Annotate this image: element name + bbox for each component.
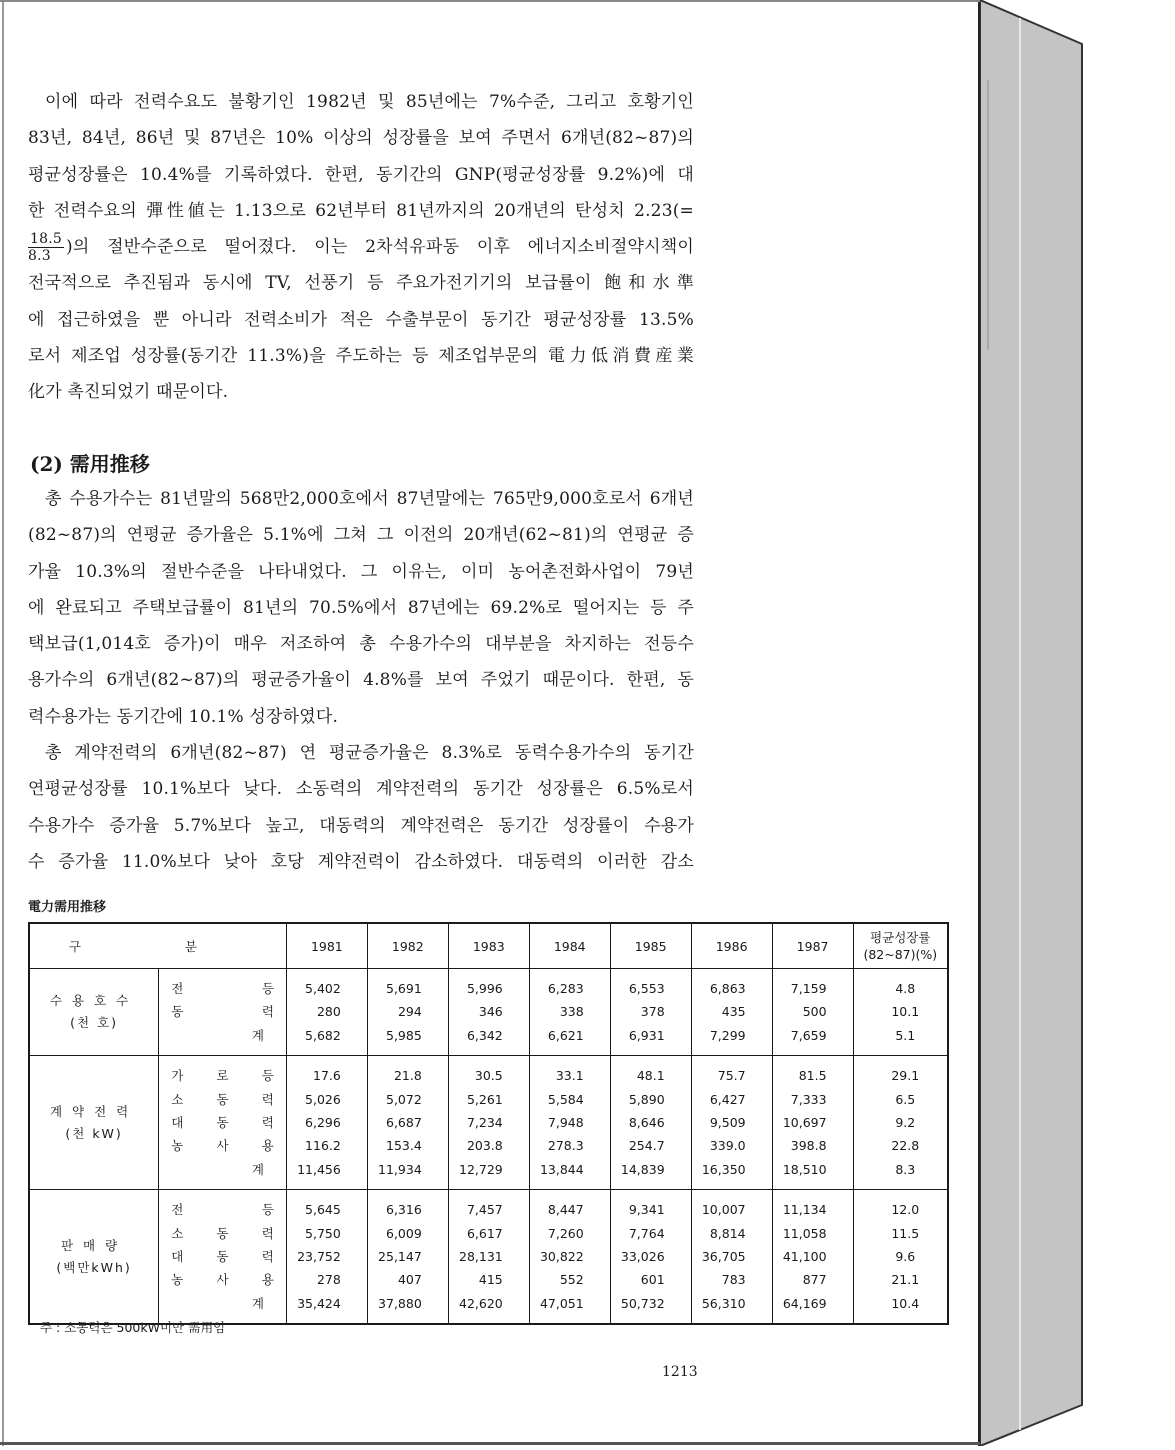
text-line: 총 계약전력의 6개년(82~87) 연 평균증가율은 8.3%로 동력수용가수의 동기간 [45,743,694,763]
table-cell-value: 5,072 [386,1091,422,1107]
paragraph-customers [28,481,694,735]
table-cell-value: 33.1 [555,1068,584,1084]
header-year: 1983 [448,923,529,969]
table-cell-value: 7,764 [628,1225,665,1241]
year-values-cell [286,1056,367,1190]
subcategory-label: 소 동 력 [171,1091,274,1107]
table-cell-value: 5,026 [305,1091,341,1107]
text-line: 化가 촉진되었기 때문이다. [28,382,229,403]
table-cell-value: 254.7 [628,1138,665,1154]
text-line: 이에 따라 전력수요도 불황기인 1982년 및 85년에는 7%수준, 그리고 호황기인 [45,92,694,112]
table-cell-value: 6,931 [628,1027,665,1043]
table-cell-value: 10,697 [782,1114,827,1130]
table-cell-value: 30,822 [539,1248,584,1264]
table-cell-value: 8,646 [628,1114,665,1130]
subcategory-label: 농 사 용 [171,1272,274,1288]
row-category [29,1190,159,1324]
table-cell-value: 601 [640,1272,665,1288]
table-cell-value: 28,131 [459,1248,503,1264]
table-cell-value: 5,996 [466,981,503,996]
page-number: 1213 [662,1364,698,1380]
year-values-cell [610,1056,691,1190]
table-cell-value: 64,169 [782,1295,827,1311]
table-caption: 電力需用推移 [28,900,107,915]
avg-growth-value: 9.6 [895,1248,916,1264]
row-subcategories [159,1190,287,1324]
table-cell-value: 30.5 [474,1068,503,1084]
table-cell-value: 339.0 [709,1138,746,1154]
year-values-cell [367,1056,448,1190]
table-cell-value: 5,402 [305,981,341,996]
table-header-row [29,923,948,969]
text-line: (82~87)의 연평균 증가율은 5.1%에 그쳐 그 이전의 20개년(62~81)의 연평균 증 [28,525,694,546]
year-values-cell [691,1190,772,1324]
table-cell-value: 500 [802,1004,827,1020]
table-cell-value: 17.6 [313,1068,341,1084]
table-cell-value: 5,985 [386,1027,422,1043]
table-row [29,969,948,1056]
avg-growth-value: 9.2 [895,1114,916,1130]
demand-table [28,922,949,1325]
table-cell-value: 10,007 [701,1202,746,1218]
subcategory-label: 대 동 력 [171,1248,274,1264]
year-values-cell [448,969,529,1056]
table-cell-value: 6,316 [386,1202,422,1218]
table-cell-value: 153.4 [386,1138,422,1154]
year-values-cell [367,1190,448,1324]
table-cell-value: 5,261 [466,1091,503,1107]
table-cell-value: 48.1 [636,1068,665,1084]
table-cell-value: 346 [478,1004,503,1020]
table-cell-value: 7,659 [790,1027,827,1043]
category-unit: (백만kWh) [56,1259,132,1275]
category-name: 판매량 [60,1237,128,1253]
table-cell-value: 6,621 [547,1027,584,1043]
year-values-cell [529,1056,610,1190]
subcategory-label: 계 [251,1027,264,1043]
year-values-cell [286,1190,367,1324]
table-cell-value: 37,880 [378,1295,422,1311]
table-cell-value: 116.2 [305,1138,341,1154]
header-year: 1985 [610,923,691,969]
text-line: 83년, 84년, 86년 및 87년은 10% 이상의 성장률을 보여 주면서 6개년(82~87)의 [28,128,694,149]
table-cell-value: 5,682 [305,1027,341,1043]
text-line: 택보급(1,014호 증가)이 매우 저조하여 총 수용가수의 대부분을 차지하는 전등수 [28,634,694,655]
header-avg-growth [853,923,948,969]
table-cell-value: 75.7 [717,1068,746,1084]
year-values-cell [691,1056,772,1190]
fraction-denominator: 8.3 [28,248,51,265]
table-cell-value: 6,009 [386,1225,422,1241]
page-left-edge [2,0,4,1446]
table-cell-value: 278.3 [547,1138,584,1154]
fraction [28,231,64,264]
header-year: 1982 [367,923,448,969]
table-cell-value: 42,620 [459,1295,503,1311]
avg-growth-value: 29.1 [891,1068,920,1084]
text-line: 평균성장률은 10.4%를 기록하였다. 한편, 동기간의 GNP(평균성장률 9.2%)에 대 [28,164,694,185]
table-cell-value: 35,424 [297,1295,341,1311]
fraction-line-text: )의 절반수준으로 떨어졌다. 이는 2차석유파동 이후 에너지소비절약시책이 [65,237,694,258]
avg-growth-value: 8.3 [895,1161,916,1177]
table-body [29,969,948,1325]
table-cell-value: 398.8 [790,1138,827,1154]
avg-growth-value: 12.0 [891,1202,920,1218]
row-subcategories [159,1056,287,1190]
year-values-cell [772,1056,853,1190]
text-line: 연평균성장률 10.1%보다 낮다. 소동력의 계약전력의 동기간 성장률은 6.5%로서 [28,779,694,800]
avg-header-line2: (82~87)(%) [863,947,938,962]
table-cell-value: 407 [397,1272,422,1288]
table-cell-value: 378 [640,1004,665,1020]
table-cell-value: 36,705 [701,1248,746,1264]
table-cell-value: 7,333 [790,1091,827,1107]
avg-header-line1: 평균성장률 [870,930,931,945]
table-cell-value: 6,283 [547,981,584,996]
category-unit: (천 kW) [65,1125,123,1141]
subcategory-label: 동 력 [171,1004,274,1020]
category-name: 수용호수 [49,993,139,1009]
row-category [29,969,159,1056]
year-values-cell [529,1190,610,1324]
year-values-cell [286,969,367,1056]
table-cell-value: 5,750 [305,1225,341,1241]
subcategory-label: 가 로 등 [171,1068,274,1084]
header-year: 1986 [691,923,772,969]
subcategory-label: 소 동 력 [171,1225,274,1241]
table-cell-value: 6,687 [386,1114,422,1130]
table-cell-value: 5,890 [628,1091,665,1107]
table-cell-value: 7,234 [466,1114,503,1130]
header-year: 1981 [286,923,367,969]
table-cell-value: 280 [316,1004,341,1020]
table-cell-value: 41,100 [782,1248,827,1264]
text-line: 용가수의 6개년(82~87)의 평균증가율이 4.8%를 보여 주었기 때문이다. 한편, 동 [28,670,694,691]
text-line: 가율 10.3%의 절반수준을 나타내었다. 그 이유는, 이미 농어촌전화사업이 79년 [28,561,694,582]
table-cell-value: 5,584 [547,1091,584,1107]
avg-growth-value: 11.5 [891,1225,920,1241]
avg-growth-value: 4.8 [895,981,916,996]
table-cell-value: 9,509 [709,1114,746,1130]
table-cell-value: 25,147 [378,1248,422,1264]
table-cell-value: 81.5 [798,1068,827,1084]
text-line: 에 완료되고 주택보급률이 81년의 70.5%에서 87년에는 69.2%로 떨어지는 등 주 [28,597,694,618]
header-year: 1984 [529,923,610,969]
avg-growth-cell [853,1056,948,1190]
text-line: 총 수용가수는 81년말의 568만2,000호에서 87년말에는 765만9,000호로서 6개년 [45,489,694,509]
avg-growth-value: 6.5 [895,1091,916,1107]
paragraph-electricity-demand [28,84,694,411]
table-cell-value: 47,051 [539,1295,584,1311]
year-values-cell [448,1056,529,1190]
subcategory-label: 전 등 [171,981,274,996]
page-bottom-edge [0,1442,980,1445]
table-cell-value: 7,457 [466,1202,503,1218]
table-cell-value: 11,934 [378,1161,422,1177]
row-subcategories [159,969,287,1056]
table-cell-value: 552 [559,1272,584,1288]
table-cell-value: 5,691 [386,981,422,996]
avg-growth-cell [853,969,948,1056]
table-cell-value: 7,159 [790,981,827,996]
paragraph-contract-power [28,735,694,880]
table-cell-value: 6,617 [466,1225,503,1241]
table-cell-value: 11,134 [782,1202,827,1218]
table-cell-value: 6,296 [305,1114,341,1130]
subcategory-label: 대 동 력 [171,1114,274,1130]
avg-growth-value: 22.8 [891,1138,920,1154]
table-row [29,1190,948,1324]
table-cell-value: 203.8 [466,1138,503,1154]
year-values-cell [610,969,691,1056]
subcategory-label: 계 [251,1295,264,1311]
text-line: 전국적으로 추진됨과 동시에 TV, 선풍기 등 주요가전기기의 보급률이 飽和水準 [28,273,694,294]
table-cell-value: 23,752 [297,1248,341,1264]
avg-growth-value: 10.4 [891,1295,920,1311]
table-cell-value: 21.8 [393,1068,422,1084]
fraction-numerator: 18.5 [30,231,62,248]
year-values-cell [529,969,610,1056]
text-line-with-fraction [28,229,694,265]
table-cell-value: 6,863 [709,981,746,996]
table-cell-value: 6,427 [709,1091,746,1107]
year-values-cell [448,1190,529,1324]
header-year: 1987 [772,923,853,969]
row-category [29,1056,159,1190]
year-values-cell [610,1190,691,1324]
subcategory-label: 계 [251,1161,264,1177]
text-line: 에 접근하였을 뿐 아니라 전력소비가 적은 수출부문이 동기간 평균성장률 13.5% [28,309,694,330]
avg-growth-cell [853,1190,948,1324]
table-cell-value: 6,553 [628,981,665,996]
subcategory-label: 전 등 [171,1202,274,1218]
page-stack-edge [980,0,1175,1446]
table-cell-value: 7,948 [547,1114,584,1130]
table-cell-value: 56,310 [701,1295,746,1311]
table-cell-value: 18,510 [782,1161,827,1177]
table-cell-value: 14,839 [620,1161,665,1177]
table-cell-value: 16,350 [701,1161,746,1177]
table-cell-value: 9,341 [628,1202,665,1218]
text-line: 수 증가율 11.0%보다 낮아 호당 계약전력이 감소하였다. 대동력의 이러한 감소 [28,851,694,872]
text-line: 수용가수 증가율 5.7%보다 높고, 대동력의 계약전력은 동기간 성장률이 수용가 [28,815,694,836]
section-title: (2) 需用推移 [30,452,150,476]
table-cell-value: 13,844 [539,1161,584,1177]
subcategory-label: 농 사 용 [171,1138,274,1154]
table-cell-value: 6,342 [466,1027,503,1043]
table-cell-value: 50,732 [620,1295,665,1311]
table-cell-value: 783 [721,1272,746,1288]
table-cell-value: 877 [802,1272,827,1288]
year-values-cell [772,969,853,1056]
category-name: 계약전력 [49,1103,139,1119]
text-line: 력수용가는 동기간에 10.1% 성장하였다. [28,706,339,727]
header-gubun: 구 분 [29,923,286,969]
table-row [29,1056,948,1190]
table-cell-value: 7,299 [709,1027,746,1043]
table-cell-value: 294 [397,1004,422,1020]
category-unit: (천 호) [70,1015,119,1031]
table-cell-value: 7,260 [547,1225,584,1241]
text-line: 로서 제조업 성장률(동기간 11.3%)을 주도하는 등 제조업부문의 電力低消費産業 [28,346,694,367]
table-cell-value: 338 [559,1004,584,1020]
avg-growth-value: 10.1 [891,1004,920,1020]
table-cell-value: 8,814 [709,1225,746,1241]
year-values-cell [367,969,448,1056]
table-cell-value: 11,456 [297,1161,341,1177]
page-top-edge [0,0,980,2]
footnote: 주 : 소동력은 500kW미만 需用임 [40,1320,226,1335]
table-cell-value: 278 [316,1272,341,1288]
table-cell-value: 12,729 [459,1161,503,1177]
year-values-cell [772,1190,853,1324]
table-cell-value: 5,645 [305,1202,341,1218]
table-cell-value: 8,447 [547,1202,584,1218]
table-cell-value: 33,026 [620,1248,665,1264]
table-cell-value: 435 [721,1004,746,1020]
table-cell-value: 415 [478,1272,503,1288]
year-values-cell [691,969,772,1056]
avg-growth-value: 5.1 [895,1027,916,1043]
text-line: 한 전력수요의 彈性値는 1.13으로 62년부터 81년까지의 20개년의 탄성치 2.23(= [28,200,694,221]
avg-growth-value: 21.1 [891,1272,920,1288]
table-cell-value: 11,058 [782,1225,827,1241]
